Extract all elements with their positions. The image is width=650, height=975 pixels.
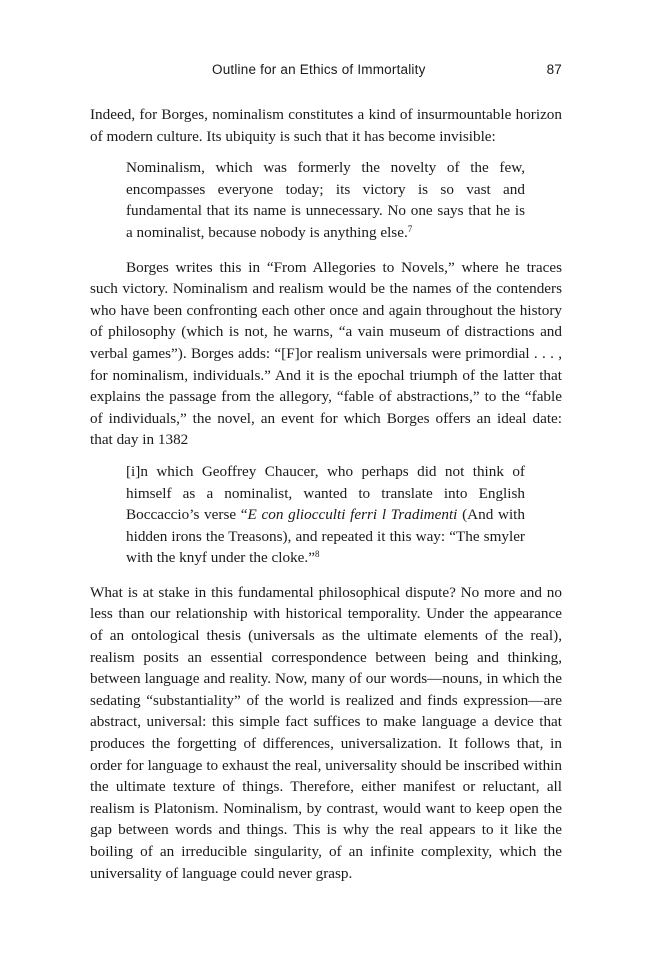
spacer — [90, 244, 562, 257]
paragraph-allegories: Borges writes this in “From Allegories to Novels,” where he traces such victory. Nominalism and realism would be the names of the contenders who have been confronting each other once and again throughout the history of philosophy (which is not, he warns, “a vain museum of distractions and verbal games”). Borges adds: “[F]or realism universals were primordial . . . , for nominalism, individuals.” And it is the epochal triumph of the latter that explains the passage from the allegory, “fable of abstractions,” to the “fable of individuals,” the novel, an event for which Borges offers an ideal date: that day in 1382 — [90, 258, 562, 449]
quote-text-start: [i]n which Geoffrey Chaucer, who perhaps did not think of himself as a nominalist, wanted to translate into English Boccaccio’s verse “ — [126, 462, 525, 524]
paragraph-dispute: What is at stake in this fundamental philosophical dispute? No more and no less than our relationship with historical temporality. Under the appearance of an ontological thesis (universals as the ultimate elements of the real), realism posits an essential correspondence between being and thinking, between language and reality. Now, many of our words—nouns, in which the sedating “substantiality” of the world is realized and finds expression—are abstract, universal: this simple fact suffices to make language a device that produces the forgetting of differences, universalization. It follows that, in order for language to exhaust the real, universality should be inscribed within the ultimate texture of things. Therefore, either manifest or reluctant, all realism is Platonism. Nominalism, by contrast, would want to keep open the gap between words and things. This is why the real appears to it like the boiling of an irreducible singularity, of an infinite complexity, which the universality of language could never grasp. — [90, 583, 562, 882]
spacer — [90, 147, 562, 157]
block-quote-chaucer — [90, 461, 562, 569]
quote-italic-verse: E con gliocculti ferri l Tradimenti — [247, 506, 458, 524]
spacer — [90, 569, 562, 582]
running-header — [90, 62, 562, 82]
footnote-ref-8: 8 — [314, 549, 320, 560]
paragraph-intro: Indeed, for Borges, nominalism constitutes a kind of insurmountable horizon of modern culture. Its ubiquity is such that it has become invisible: — [90, 106, 562, 145]
page-body — [90, 104, 562, 884]
block-quote-nominalism — [90, 157, 562, 243]
page-number: 87 — [546, 62, 562, 77]
quote-text-end: (And with hidden irons the Treasons), and repeated it this way: “The smyler with the knyf under the cloke.” — [126, 506, 525, 567]
spacer — [90, 451, 562, 461]
quote-text: Nominalism, which was formerly the novelty of the few, encompasses everyone today; its victory is so vast and fundamental that its name is unnecessary. No one says that he is a nominalist, because nobody is anything else. — [126, 159, 525, 241]
footnote-ref-7: 7 — [407, 223, 413, 234]
running-title: Outline for an Ethics of Immortality — [212, 62, 426, 77]
